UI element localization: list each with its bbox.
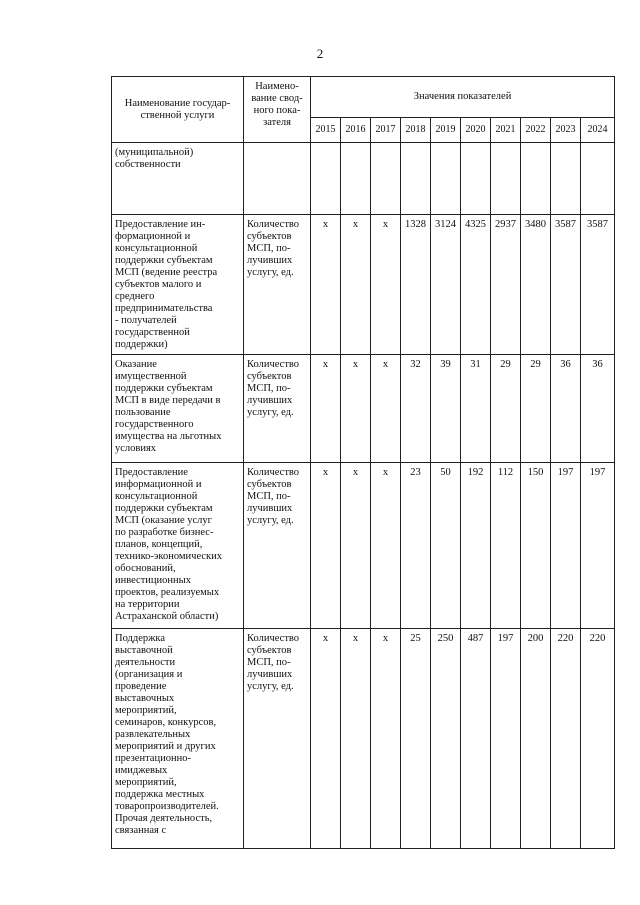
value-cell: 36 [581,355,615,463]
service-name-cell: Оказание имущественной поддержки субъектам МСП в виде передачи в пользование государственного имущества на льготных условиях [112,355,244,463]
value-cell [341,143,371,215]
value-cell: 112 [491,463,521,629]
value-cell [551,143,581,215]
value-cell: 220 [581,629,615,849]
value-cell: 3124 [431,215,461,355]
value-cell: 39 [431,355,461,463]
value-cell [371,143,401,215]
value-cell: 1328 [401,215,431,355]
value-cell: 250 [431,629,461,849]
header-indicator-name: Наимено- вание свод- ного пока- зателя [244,77,311,143]
service-name-cell: Предоставление информационной и консультационной поддержки субъектам МСП (оказание услуг по разработке бизнес- планов, концепций, технико-экономических обоснований, инвестиционных проектов, реализуемых на территории Астраханской области) [112,463,244,629]
indicator-name-cell: Количество субъектов МСП, по- лучивших услугу, ед. [244,463,311,629]
value-cell: 32 [401,355,431,463]
value-cell [311,143,341,215]
value-cell: х [311,463,341,629]
table-row [112,143,615,215]
year-header: 2020 [461,118,491,143]
value-cell: 23 [401,463,431,629]
year-header: 2023 [551,118,581,143]
value-cell: 2937 [491,215,521,355]
year-header: 2017 [371,118,401,143]
value-cell: 25 [401,629,431,849]
service-name-cell: Поддержка выставочной деятельности (организация и проведение выставочных мероприятий, семинаров, конкурсов, развлекательных мероприятий и других презентационно- имиджевых мероприятий, поддержка местных товаропроизводителей. Прочая деятельность, связанная с [112,629,244,849]
service-name-cell: (муниципальной) собственности [112,143,244,215]
value-cell: х [371,355,401,463]
value-cell: 29 [521,355,551,463]
value-cell: 192 [461,463,491,629]
value-cell [401,143,431,215]
value-cell: х [311,355,341,463]
value-cell: х [341,215,371,355]
year-header: 2019 [431,118,461,143]
value-cell: х [341,463,371,629]
value-cell: х [311,629,341,849]
indicator-name-cell [244,143,311,215]
value-cell: 197 [551,463,581,629]
indicators-table [111,76,615,849]
value-cell: 31 [461,355,491,463]
value-cell: 4325 [461,215,491,355]
value-cell: 36 [551,355,581,463]
indicator-name-cell: Количество субъектов МСП, по- лучивших услугу, ед. [244,355,311,463]
value-cell: 29 [491,355,521,463]
table-row [112,355,615,463]
header-service-name: Наименование государ- ственной услуги [112,77,244,143]
table-row [112,215,615,355]
value-cell: 3587 [551,215,581,355]
value-cell: х [341,629,371,849]
header-indicator-values: Значения показателей [311,77,615,118]
value-cell: х [311,215,341,355]
value-cell: 220 [551,629,581,849]
indicator-name-cell: Количество субъектов МСП, по- лучивших услугу, ед. [244,215,311,355]
value-cell [581,143,615,215]
value-cell [431,143,461,215]
value-cell: х [371,463,401,629]
year-header: 2024 [581,118,615,143]
value-cell: х [341,355,371,463]
value-cell: 150 [521,463,551,629]
year-header: 2022 [521,118,551,143]
value-cell [461,143,491,215]
service-name-cell: Предоставление ин- формационной и консультационной поддержки субъектам МСП (ведение реестра субъектов малого и среднего предпринимательства - получателей государственной поддержки) [112,215,244,355]
year-header: 2015 [311,118,341,143]
value-cell [491,143,521,215]
year-header: 2021 [491,118,521,143]
indicator-name-cell: Количество субъектов МСП, по- лучивших услугу, ед. [244,629,311,849]
value-cell: 197 [581,463,615,629]
value-cell: 200 [521,629,551,849]
value-cell: х [371,629,401,849]
value-cell: 50 [431,463,461,629]
year-header: 2018 [401,118,431,143]
value-cell: х [371,215,401,355]
value-cell: 3587 [581,215,615,355]
page-number: 2 [316,46,324,61]
value-cell: 487 [461,629,491,849]
table-row [112,629,615,849]
table-row [112,463,615,629]
value-cell: 197 [491,629,521,849]
value-cell [521,143,551,215]
year-header: 2016 [341,118,371,143]
value-cell: 3480 [521,215,551,355]
